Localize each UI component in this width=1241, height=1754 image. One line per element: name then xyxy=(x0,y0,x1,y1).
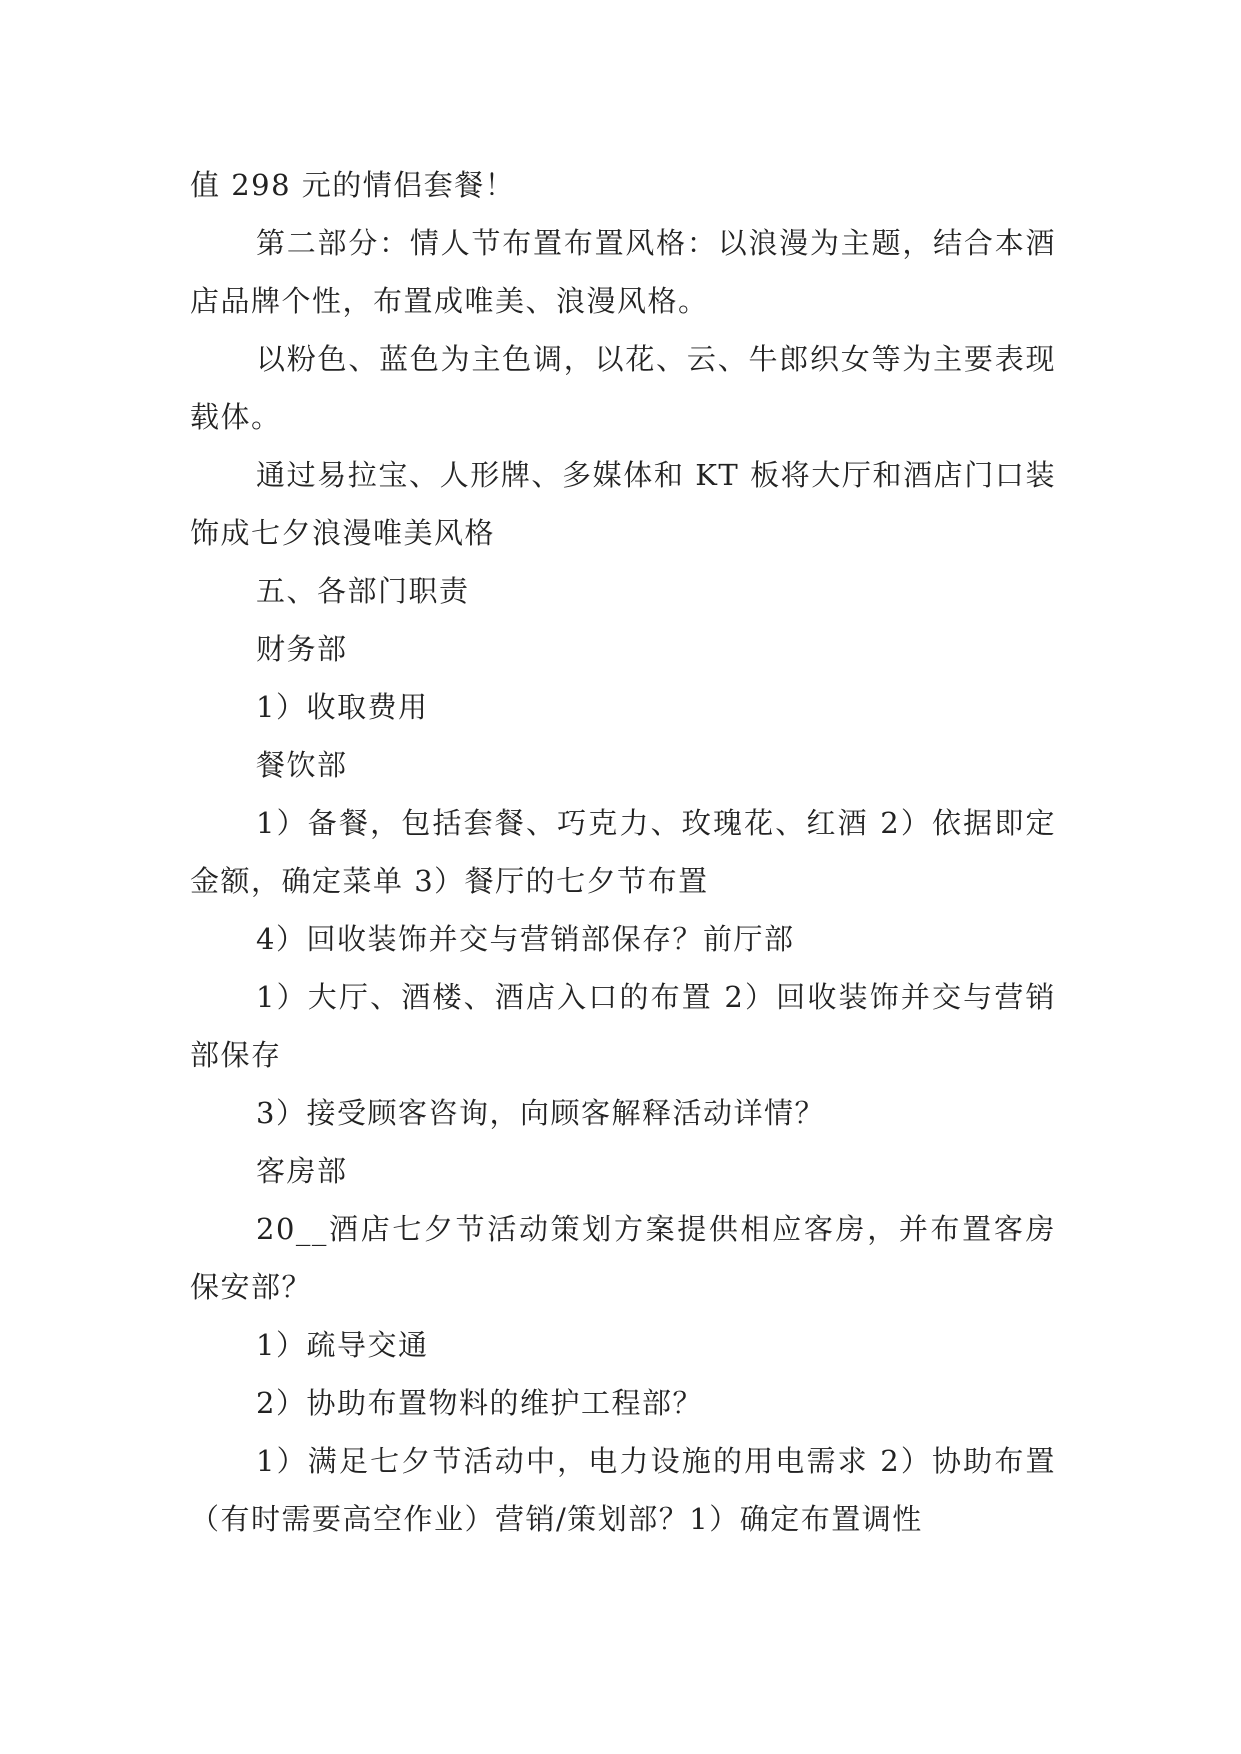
department-heading: 餐饮部 xyxy=(256,748,348,782)
paragraph: 通过易拉宝、人形牌、多媒体和 KT 板将大厅和酒店门口装饰成七夕浪漫唯美风格 xyxy=(190,458,1056,550)
paragraph: 3）接受顾客咨询，向顾客解释活动详情？ xyxy=(256,1096,825,1130)
paragraph: 1）备餐，包括套餐、巧克力、玫瑰花、红酒 2）依据即定金额，确定菜单 3）餐厅的七夕节布置 xyxy=(190,806,1056,898)
paragraph: 1）收取费用 xyxy=(256,690,429,724)
department-heading: 客房部 xyxy=(256,1154,348,1188)
paragraph: 4）回收装饰并交与营销部保存？前厅部 xyxy=(256,922,795,956)
document-page xyxy=(190,156,1056,1548)
paragraph: 20__酒店七夕节活动策划方案提供相应客房，并布置客房保安部？ xyxy=(190,1212,1056,1304)
paragraph: 1）疏导交通 xyxy=(256,1328,429,1362)
department-heading: 财务部 xyxy=(256,632,348,666)
paragraph: 1）大厅、酒楼、酒店入口的布置 2）回收装饰并交与营销部保存 xyxy=(190,980,1056,1072)
section-heading: 五、各部门职责 xyxy=(256,574,470,608)
paragraph: 值 298 元的情侣套餐！ xyxy=(190,168,516,202)
paragraph: 1）满足七夕节活动中，电力设施的用电需求 2）协助布置（有时需要高空作业）营销/策划部？1）确定布置调性 xyxy=(190,1444,1056,1536)
paragraph: 以粉色、蓝色为主色调，以花、云、牛郎织女等为主要表现载体。 xyxy=(190,342,1056,434)
paragraph: 第二部分：情人节布置布置风格：以浪漫为主题，结合本酒店品牌个性，布置成唯美、浪漫风格。 xyxy=(190,226,1056,318)
paragraph: 2）协助布置物料的维护工程部？ xyxy=(256,1386,703,1420)
